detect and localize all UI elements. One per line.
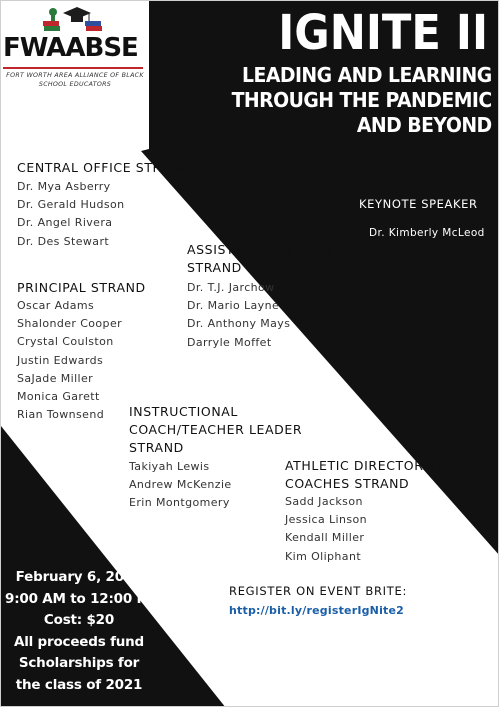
strand-member: Erin Montgomery: [129, 496, 230, 510]
keynote-speaker-name: Dr. Kimberly McLeod: [369, 227, 485, 239]
logo-wordmark: FWAABSE: [3, 33, 138, 63]
proceeds-note: the class of 2021: [15, 676, 143, 693]
strand-member-list: [285, 493, 475, 566]
organization-logo: [1, 1, 149, 101]
event-cost: Cost: $20: [43, 612, 115, 628]
organization-full-name: FORT WORTH AREA ALLIANCE OF BLACK SCHOOL EDUCATORS: [6, 72, 144, 88]
strand-member: Dr. Mario Layne: [187, 299, 280, 313]
strand-member: Kendall Miller: [285, 531, 365, 545]
strand-member: Dr. Angel Rivera: [17, 216, 113, 230]
strand-member: SaJade Miller: [17, 371, 94, 385]
central-office-strand: [17, 159, 191, 251]
proceeds-note: Scholarships for: [18, 655, 140, 671]
strand-title: ATHLETIC DIRECTORS/HEAD COACHES STRAND: [285, 458, 475, 491]
register-label: REGISTER ON EVENT BRITE:: [229, 584, 408, 598]
strand-member: Dr. T.J. Jarchow: [187, 281, 275, 294]
logo-divider: [3, 67, 143, 69]
instructional-coach-strand: [129, 403, 302, 513]
strand-member: Dr. Des Stewart: [17, 234, 110, 248]
strand-member-list: [129, 458, 302, 513]
strand-member-list: [187, 279, 335, 352]
keynote-label: KEYNOTE SPEAKER: [359, 197, 478, 211]
strand-title: ASSISTANT PRINCIPAL STRAND: [187, 242, 335, 275]
strand-title: PRINCIPAL STRAND: [17, 280, 146, 295]
event-tagline: LEADING AND LEARNING THROUGH THE PANDEMIC AND BEYOND: [231, 63, 492, 137]
strand-member: Shalonder Cooper: [17, 317, 123, 331]
strand-member: Andrew McKenzie: [129, 478, 232, 492]
event-time: 9:00 AM to 12:00 PM: [5, 590, 160, 607]
proceeds-note: All proceeds fund: [13, 633, 145, 650]
strand-member: Rian Townsend: [17, 408, 105, 422]
strand-member: Justin Edwards: [17, 353, 104, 367]
strand-title: CENTRAL OFFICE STRAND: [17, 160, 191, 175]
principal-strand: [17, 279, 146, 424]
strand-member-list: [17, 178, 191, 251]
assistant-principal-strand: [187, 241, 335, 352]
strand-member: Takiyah Lewis: [129, 460, 210, 473]
strand-title: INSTRUCTIONAL COACH/TEACHER LEADER STRAND: [129, 404, 303, 455]
strand-member: Dr. Gerald Hudson: [17, 198, 125, 212]
graduation-cap-and-books-icon: [41, 3, 105, 33]
strand-member: Dr. Mya Asberry: [17, 180, 111, 193]
strand-member: Kim Oliphant: [285, 549, 362, 563]
event-title: IGNITE II: [278, 5, 488, 61]
registration-link[interactable]: http://bit.ly/registerIgNite2: [229, 604, 405, 617]
strand-member: Oscar Adams: [17, 299, 95, 312]
event-date: February 6, 2020: [15, 569, 143, 585]
strand-member: Jessica Linson: [285, 513, 368, 527]
strand-member: Dr. Anthony Mays: [187, 317, 291, 331]
event-details: [5, 567, 160, 696]
strand-member: Sadd Jackson: [285, 495, 363, 508]
athletic-directors-strand: [285, 457, 475, 566]
strand-member: Darryle Moffet: [187, 335, 272, 349]
strand-member: Monica Garett: [17, 390, 100, 404]
strand-member-list: [17, 297, 146, 424]
strand-member: Crystal Coulston: [17, 335, 114, 349]
